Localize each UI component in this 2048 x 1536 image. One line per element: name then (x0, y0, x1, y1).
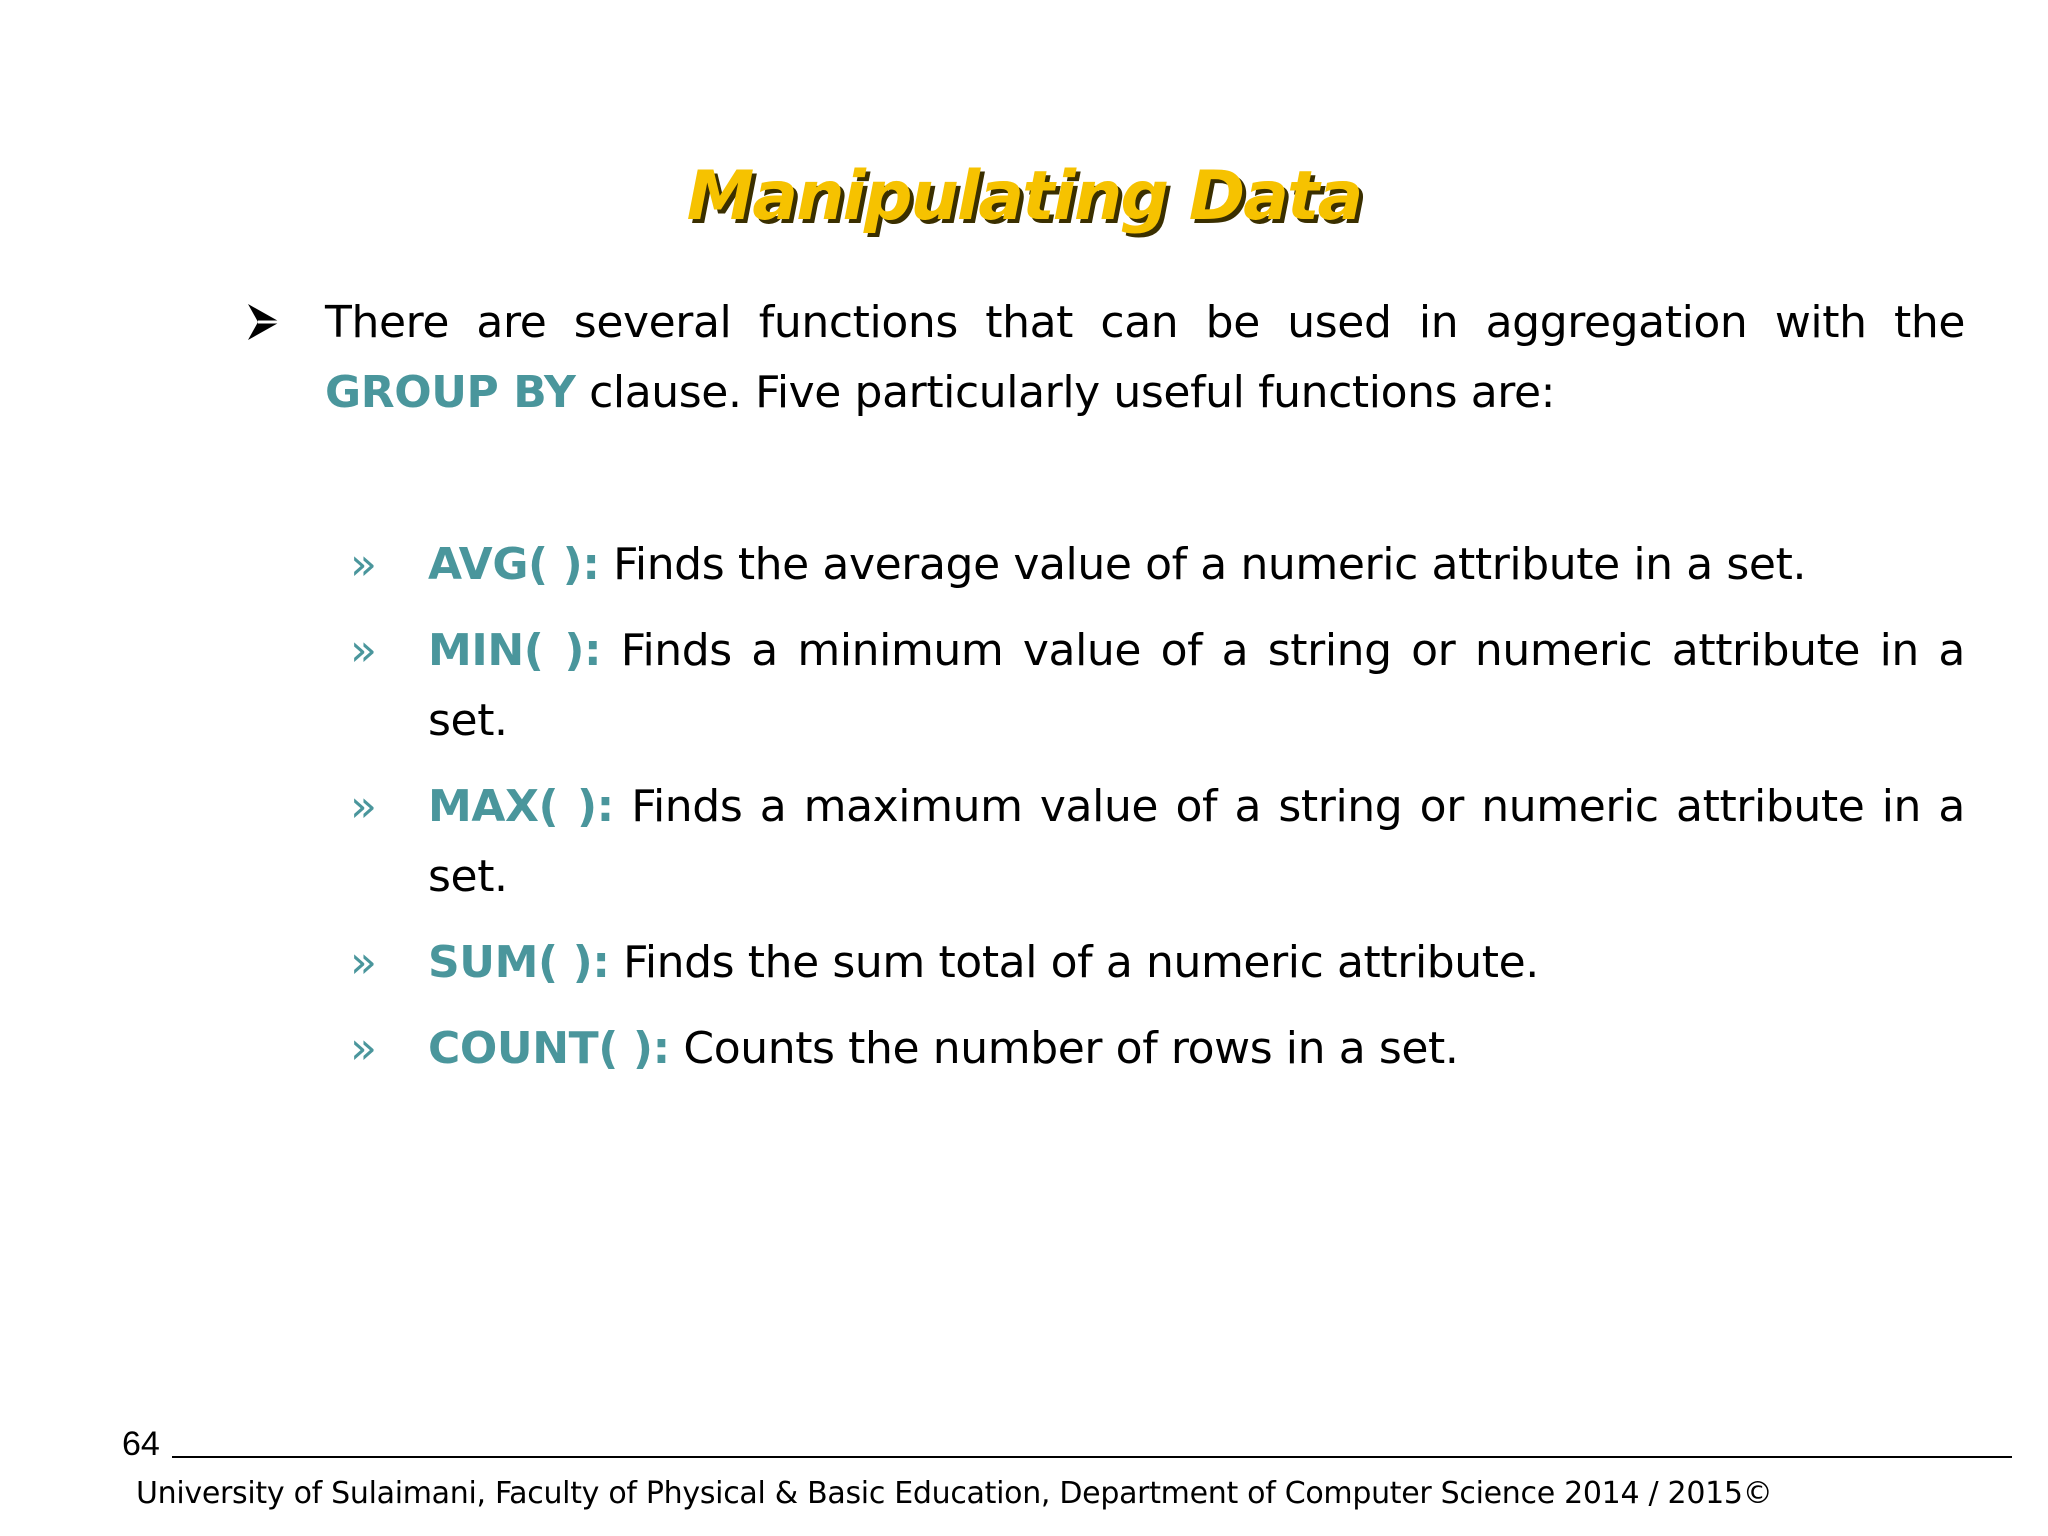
arrow-bullet-icon (246, 288, 298, 358)
group-by-keyword: GROUP BY (325, 367, 576, 418)
intro-text-before: There are several functions that can be used in aggregation with the (325, 297, 1965, 348)
function-name: MAX( ): (428, 781, 614, 832)
function-description: Finds the sum total of a numeric attribute. (609, 937, 1539, 988)
double-chevron-icon: » (350, 1023, 377, 1074)
function-description: Finds a maximum value of a string or numeric attribute in a set. (428, 781, 1965, 902)
function-list (350, 530, 1965, 1100)
function-name: MIN( ): (428, 625, 602, 676)
function-name: COUNT( ): (428, 1023, 670, 1074)
function-name: AVG( ): (428, 539, 600, 590)
double-chevron-icon: » (350, 781, 377, 832)
footer-divider (172, 1456, 2012, 1458)
function-item-sum (350, 928, 1965, 998)
function-description: Finds the average value of a numeric attribute in a set. (599, 539, 1807, 590)
footer-text: University of Sulaimani, Faculty of Physical & Basic Education, Department of Computer Science 2014 / 2015© (136, 1476, 1773, 1511)
slide-title: Manipulating Data (686, 157, 1362, 236)
function-item-max (350, 772, 1965, 912)
function-item-min (350, 616, 1965, 756)
intro-paragraph (325, 288, 1965, 428)
double-chevron-icon: » (350, 539, 377, 590)
function-description: Finds a minimum value of a string or numeric attribute in a set. (428, 625, 1965, 746)
double-chevron-icon: » (350, 937, 377, 988)
page-number: 64 (122, 1425, 160, 1463)
intro-text-after: clause. Five particularly useful functions are: (575, 367, 1556, 418)
double-chevron-icon: » (350, 625, 377, 676)
function-item-count (350, 1014, 1965, 1084)
function-name: SUM( ): (428, 937, 610, 988)
function-item-avg (350, 530, 1965, 600)
function-description: Counts the number of rows in a set. (669, 1023, 1459, 1074)
